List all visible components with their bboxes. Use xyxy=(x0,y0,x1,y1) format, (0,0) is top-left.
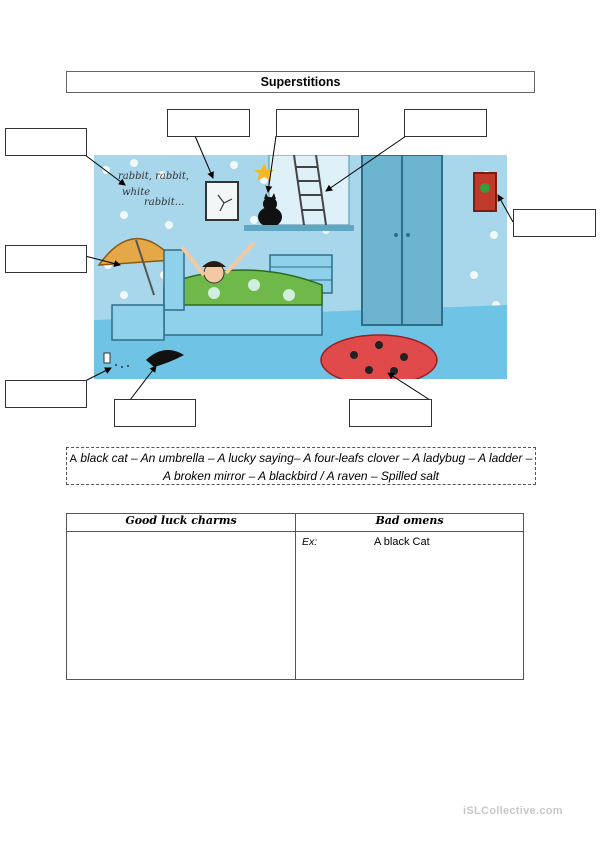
label-box-7[interactable] xyxy=(5,380,87,408)
example-value: A black Cat xyxy=(374,536,430,548)
sorting-table xyxy=(66,513,524,680)
bad-omens-column[interactable] xyxy=(296,532,524,680)
label-box-8[interactable] xyxy=(114,399,196,427)
speech-line-1: rabbit, rabbit, xyxy=(118,171,190,182)
label-box-4[interactable] xyxy=(404,109,487,137)
speech-line-2: white xyxy=(122,187,151,198)
speech-line-3: rabbit... xyxy=(144,197,185,208)
good-luck-column[interactable] xyxy=(67,532,296,680)
label-box-9[interactable] xyxy=(349,399,432,427)
worksheet-title: Superstitions xyxy=(66,71,535,93)
word-bank-first: A xyxy=(69,453,77,465)
header-bad-omens: Bad omens xyxy=(296,514,524,532)
example-label: Ex: xyxy=(302,536,318,548)
label-box-2[interactable] xyxy=(167,109,250,137)
word-bank-words: black cat – An umbrella – A lucky saying– A four-leafs clover – A ladybug – A ladder – A broken mirror – A blackbird / A raven – Spilled salt xyxy=(76,451,533,483)
label-box-1[interactable] xyxy=(5,128,87,156)
watermark: iSLCollective.com xyxy=(463,805,563,817)
label-box-5[interactable] xyxy=(513,209,596,237)
word-bank xyxy=(66,447,536,485)
label-box-6[interactable] xyxy=(5,245,87,273)
header-good-luck: Good luck charms xyxy=(67,514,296,532)
label-box-3[interactable] xyxy=(276,109,359,137)
